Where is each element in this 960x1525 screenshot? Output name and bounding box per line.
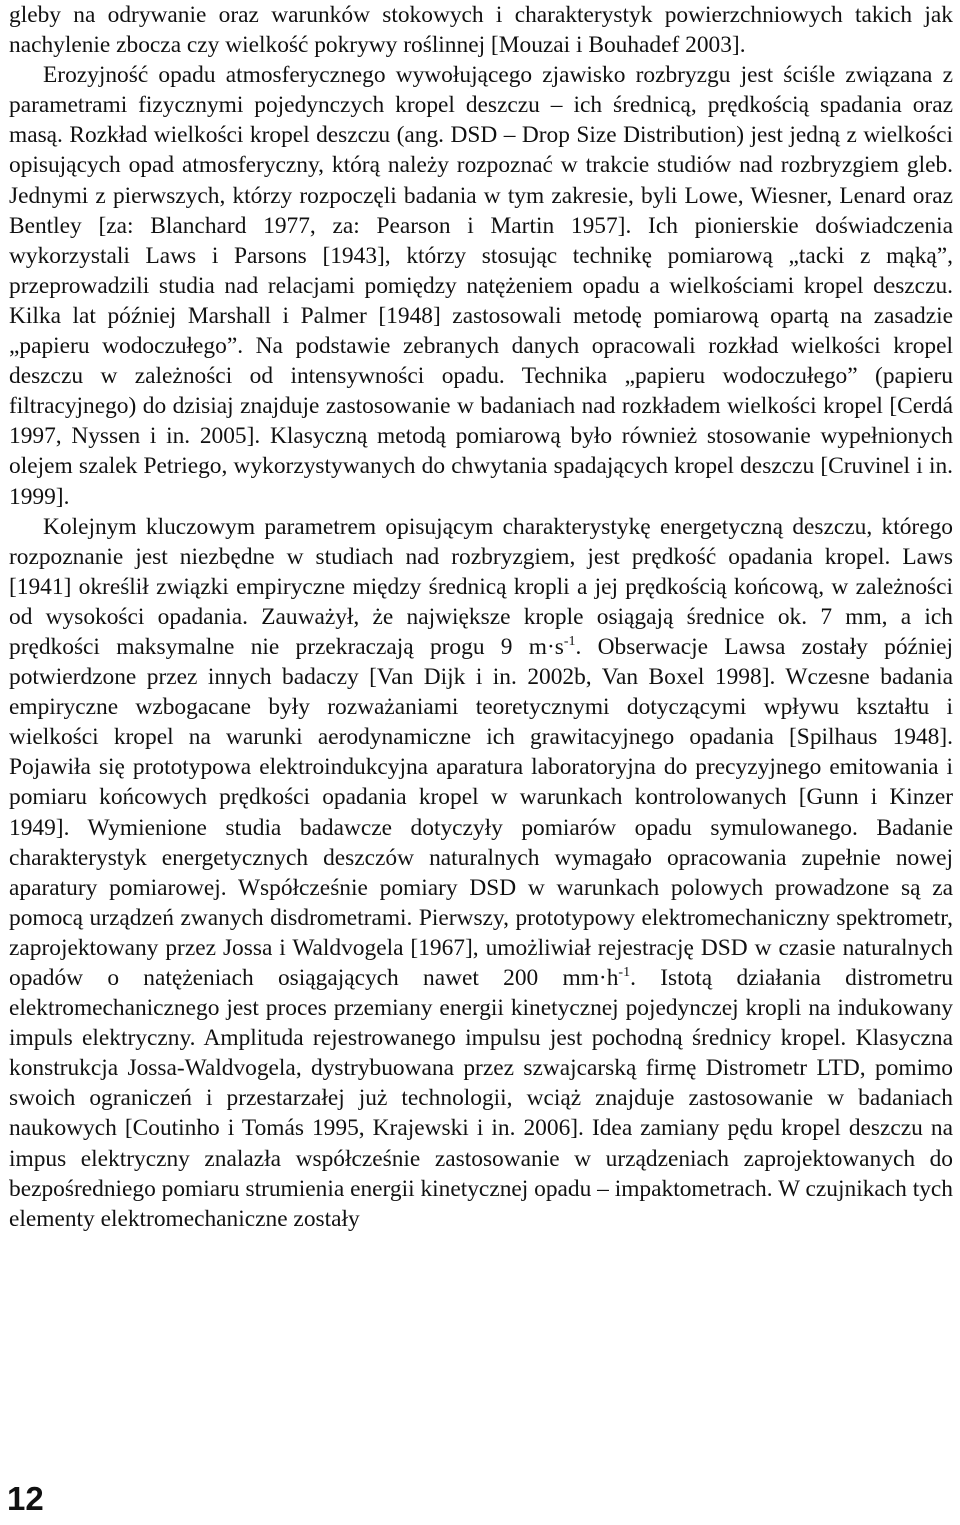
- paragraph-1: gleby na odrywanie oraz warunków stokowych i charakterystyk powierzchniowych takich jak nachylenie zbocza czy wielkość pokrywy roślinnej [Mouzai i Bouhadef 2003].: [9, 2, 953, 59]
- document-body: [9, 0, 953, 1234]
- paragraph-3-part-b: . Obserwacje Lawsa zostały później potwierdzone przez innych badaczy [Van Dijk i in. 2002b, Van Boxel 1998]. Wczesne badania empiryczne wzbogacane były rozważaniami teoretycznymi dotyczącymi wpływu kształtu i wielkości kropel na warunki aerodynamiczne ich grawitacyjnego opadania [Spilhaus 1948]. Pojawiła się prototypowa elektroindukcyjna aparatura laboratoryjna do precyzyjnego emitowania i pomiaru końcowych prędkości opadania kropel w warunkach kontrolowanych [Gunn i Kinzer 1949]. Wymienione studia badawcze dotyczyły pomiarów opadu symulowanego. Badanie charakterystyk energetycznych deszczów naturalnych wymagało opracowania zupełnie nowej aparatury pomiarowej. Współcześnie pomiary DSD w warunkach polowych prowadzone są za pomocą urządzeń zwanych disdrometrami. Pierwszy, prototypowy elektromechaniczny spektrometr, zaprojektowany przez Jossa i Waldvogela [1967], umożliwiał rejestrację DSD w czasie naturalnych opadów o natężeniach osiągających nawet 200 mm·h: [9, 633, 953, 991]
- paragraph-3-part-a: Kolejnym kluczowym parametrem opisującym charakterystykę energetyczną deszczu, którego rozpoznanie jest niezbędne w studiach nad rozbryzgiem, jest prędkość opadania kropel. Laws [1941] określił związki empiryczne między średnicą kropli a jej prędkością końcową, w zależności od wysokości opadania. Zauważył, że największe krople osiągają średnice ok. 7 mm, a ich prędkości maksymalne nie przekraczają progu 9 m·s: [9, 513, 953, 660]
- paragraph-3-part-c: . Istotą działania distrometru elektromechanicznego jest proces przemiany energii kinetycznej pojedynczej kropli na indukowany impuls elektryczny. Amplituda rejestrowanego impulsu jest pochodną średnicy kropel. Klasyczna konstrukcja Jossa-Waldvogela, dystrybuowana przez szwajcarską firmę Distrometr LTD, pomimo swoich ograniczeń i przestarzałej już technologii, wciąż znajduje zastosowanie w badaniach naukowych [Coutinho i Tomás 1995, Krajewski i in. 2006]. Idea zamiany pędu kropel deszczu na impus elektryczny znalazła współcześnie zastosowanie w urządzeniach zaprojektowanych do bezpośredniego pomiaru strumienia energii kinetycznej opadu – impaktometrach. W czujnikach tych elementy elektromechaniczne zostały: [9, 965, 953, 1232]
- paragraph-2: Erozyjność opadu atmosferycznego wywołującego zjawisko rozbryzgu jest ściśle związana z parametrami fizycznymi pojedynczych kropel deszczu – ich średnicą, prędkością spadania oraz masą. Rozkład wielkości kropel deszczu (ang. DSD – Drop Size Distribution) jest jedną z wielkości opisujących opad atmosferyczny, którą należy rozpoznać w trakcie studiów nad rozbryzgiem gleb. Jednymi z pierwszych, którzy rozpoczęli badania w tym zakresie, byli Lowe, Wiesner, Lenard oraz Bentley [za: Blanchard 1977, za: Pearson i Martin 1957]. Ich pionierskie doświadczenia wykorzystali Laws i Parsons [1943], którzy stosując technikę pomiarową „tacki z mąką”, przeprowadzili studia nad relacjami pomiędzy natężeniem opadu a wielkościami kropel deszczu. Kilka lat później Marshall i Palmer [1948] zastosowali metodę pomiarową opartą na zasadzie „papieru wodoczułego”. Na podstawie zebranych danych opracowali rozkład wielkości kropel deszczu w zależności od intensywności opadu. Technika „papieru wodoczułego” (papieru filtracyjnego) do dzisiaj znajduje zastosowanie w badaniach nad rozkładem wielkości kropel [Cerdá 1997, Nyssen i in. 2005]. Klasyczną metodą pomiarową było również stosowanie wypełnionych olejem szalek Petriego, wykorzystywanych do chwytania spadających kropel deszczu [Cruvinel i in. 1999].: [9, 62, 953, 510]
- paragraph-3: [9, 512, 953, 1234]
- page-number: 12: [7, 1480, 44, 1517]
- superscript-unit-b: -1: [618, 965, 631, 980]
- superscript-unit-a: -1: [563, 633, 576, 649]
